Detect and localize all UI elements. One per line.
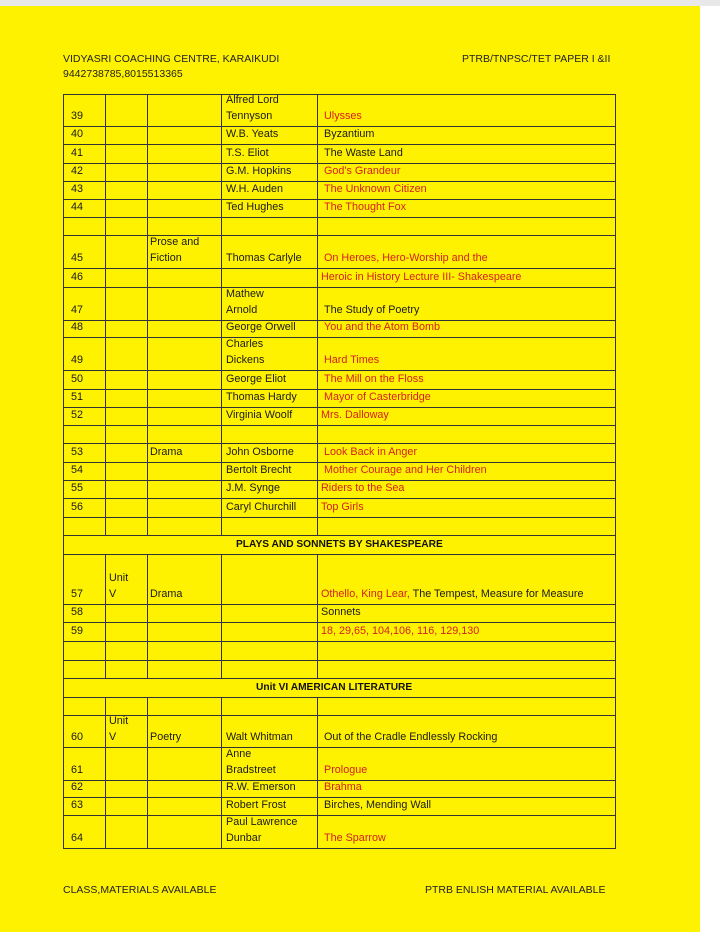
work-title-rest: The Tempest, Measure for Measure bbox=[409, 588, 584, 600]
row-number: 49 bbox=[71, 354, 84, 366]
unit-label: Unit bbox=[109, 572, 129, 584]
table-column-line bbox=[317, 697, 318, 848]
author-name: Virginia Woolf bbox=[226, 409, 293, 421]
table-column-line bbox=[221, 94, 222, 535]
table-row-line bbox=[63, 407, 616, 408]
row-number: 47 bbox=[71, 304, 84, 316]
category-label: Drama bbox=[150, 446, 183, 458]
author-name: Alfred Lord bbox=[226, 94, 279, 106]
author-name: W.B. Yeats bbox=[226, 128, 279, 140]
work-title: Mrs. Dalloway bbox=[321, 409, 389, 421]
table-row-line bbox=[63, 715, 616, 716]
table-row-line bbox=[63, 517, 616, 518]
author-name: Tennyson bbox=[226, 110, 273, 122]
table-row-line bbox=[63, 337, 616, 338]
work-title: 18, 29,65, 104,106, 116, 129,130 bbox=[321, 625, 480, 637]
section-banner-american: Unit VI AMERICAN LITERATURE bbox=[256, 682, 413, 693]
author-name: Ted Hughes bbox=[226, 201, 284, 213]
work-title: The Mill on the Floss bbox=[324, 373, 424, 385]
table-row-line bbox=[63, 604, 616, 605]
row-number: 61 bbox=[71, 764, 84, 776]
row-number: 59 bbox=[71, 625, 84, 637]
table-row-line bbox=[63, 498, 616, 499]
author-name: R.W. Emerson bbox=[226, 781, 296, 793]
author-name: Bradstreet bbox=[226, 764, 276, 776]
row-number: 64 bbox=[71, 832, 84, 844]
author-name: Caryl Churchill bbox=[226, 501, 297, 513]
author-name: J.M. Synge bbox=[226, 482, 281, 494]
work-title: Sonnets bbox=[321, 606, 361, 618]
author-name: Walt Whitman bbox=[226, 731, 293, 743]
table-row-line bbox=[63, 181, 616, 182]
row-number: 46 bbox=[71, 271, 84, 283]
row-number: 52 bbox=[71, 409, 84, 421]
work-title-highlight: Othello, King Lear, bbox=[321, 588, 410, 600]
author-name: Paul Lawrence bbox=[226, 816, 298, 828]
row-number: 43 bbox=[71, 183, 84, 195]
author-name: Dickens bbox=[226, 354, 265, 366]
work-title: Byzantium bbox=[324, 128, 375, 140]
row-number: 41 bbox=[71, 147, 84, 159]
work-title: Prologue bbox=[324, 764, 368, 776]
table-row-line bbox=[63, 199, 616, 200]
table-column-line bbox=[615, 94, 616, 535]
author-name: Robert Frost bbox=[226, 799, 286, 811]
table-row-line bbox=[63, 622, 616, 623]
table-row-line bbox=[63, 535, 616, 536]
table-row-line bbox=[63, 480, 616, 481]
table-column-line bbox=[615, 697, 616, 848]
work-title: Mayor of Casterbridge bbox=[324, 391, 431, 403]
work-title: Out of the Cradle Endlessly Rocking bbox=[324, 731, 498, 743]
header-institute: VIDYASRI COACHING CENTRE, KARAIKUDI bbox=[63, 53, 280, 65]
work-title: Heroic in History Lecture III- Shakespeare bbox=[321, 271, 522, 283]
row-number: 55 bbox=[71, 482, 84, 494]
author-name: T.S. Eliot bbox=[226, 147, 269, 159]
author-name: Charles bbox=[226, 338, 264, 350]
table-row-line bbox=[63, 848, 616, 849]
table-row-line bbox=[63, 287, 616, 288]
table-column-line bbox=[615, 678, 616, 697]
work-title: Brahma bbox=[324, 781, 362, 793]
header-exam: PTRB/TNPSC/TET PAPER I &II bbox=[462, 53, 611, 65]
unit-label: Unit bbox=[109, 715, 129, 727]
category-label: Poetry bbox=[150, 731, 182, 743]
row-number: 57 bbox=[71, 588, 84, 600]
literature-table bbox=[63, 0, 616, 932]
author-name: George Eliot bbox=[226, 373, 287, 385]
row-number: 50 bbox=[71, 373, 84, 385]
row-number: 45 bbox=[71, 252, 84, 264]
table-column-line bbox=[63, 535, 64, 554]
table-row-line bbox=[63, 94, 616, 95]
table-row-line bbox=[63, 660, 616, 661]
row-number: 63 bbox=[71, 799, 84, 811]
unit-label: V bbox=[109, 588, 117, 600]
author-name: Thomas Carlyle bbox=[226, 252, 302, 264]
table-row-line bbox=[63, 747, 616, 748]
table-column-line bbox=[221, 697, 222, 848]
footer-left: CLASS,MATERIALS AVAILABLE bbox=[63, 884, 217, 896]
table-column-line bbox=[63, 678, 64, 697]
top-strip bbox=[0, 0, 720, 6]
row-number: 54 bbox=[71, 464, 84, 476]
table-row-line bbox=[63, 797, 616, 798]
category-label: Prose and bbox=[150, 236, 200, 248]
row-number: 53 bbox=[71, 446, 84, 458]
work-title: Riders to the Sea bbox=[321, 482, 405, 494]
row-number: 60 bbox=[71, 731, 84, 743]
work-title: The Unknown Citizen bbox=[324, 183, 427, 195]
table-row-line bbox=[63, 370, 616, 371]
table-row-line bbox=[63, 144, 616, 145]
author-name: John Osborne bbox=[226, 446, 294, 458]
table-row-line bbox=[63, 163, 616, 164]
work-title: On Heroes, Hero-Worship and the bbox=[324, 252, 488, 264]
table-column-line bbox=[63, 94, 64, 535]
author-name: G.M. Hopkins bbox=[226, 165, 292, 177]
table-column-line bbox=[317, 94, 318, 535]
header-phone: 9442738785,8015513365 bbox=[63, 68, 183, 80]
work-title bbox=[321, 588, 583, 601]
work-title: Birches, Mending Wall bbox=[324, 799, 432, 811]
table-column-line bbox=[105, 94, 106, 535]
work-title: The Study of Poetry bbox=[324, 304, 420, 316]
table-row-line bbox=[63, 126, 616, 127]
table-row-line bbox=[63, 815, 616, 816]
row-number: 39 bbox=[71, 110, 84, 122]
table-row-line bbox=[63, 425, 616, 426]
row-number: 44 bbox=[71, 201, 84, 213]
table-row-line bbox=[63, 462, 616, 463]
work-title: Top Girls bbox=[321, 501, 364, 513]
author-name: Thomas Hardy bbox=[226, 391, 297, 403]
author-name: W.H. Auden bbox=[226, 183, 284, 195]
table-row-line bbox=[63, 678, 616, 679]
author-name: Dunbar bbox=[226, 832, 262, 844]
row-number: 48 bbox=[71, 321, 84, 333]
author-name: George Orwell bbox=[226, 321, 296, 333]
table-column-line bbox=[105, 697, 106, 848]
table-row-line bbox=[63, 554, 616, 555]
work-title: Look Back in Anger bbox=[324, 446, 418, 458]
unit-label: V bbox=[109, 731, 117, 743]
row-number: 42 bbox=[71, 165, 84, 177]
work-title: Ulysses bbox=[324, 110, 362, 122]
row-number: 58 bbox=[71, 606, 84, 618]
table-row-line bbox=[63, 268, 616, 269]
table-row-line bbox=[63, 235, 616, 236]
table-row-line bbox=[63, 389, 616, 390]
table-row-line bbox=[63, 443, 616, 444]
author-name: Arnold bbox=[226, 304, 258, 316]
work-title: The Sparrow bbox=[324, 832, 386, 844]
row-number: 56 bbox=[71, 501, 84, 513]
table-column-line bbox=[147, 94, 148, 535]
row-number: 40 bbox=[71, 128, 84, 140]
category-label: Fiction bbox=[150, 252, 182, 264]
work-title: Hard Times bbox=[324, 354, 380, 366]
table-column-line bbox=[147, 697, 148, 848]
work-title: The Waste Land bbox=[324, 147, 403, 159]
work-title: The Thought Fox bbox=[324, 201, 407, 213]
table-column-line bbox=[63, 697, 64, 848]
author-name: Anne bbox=[226, 748, 252, 760]
table-row-line bbox=[63, 641, 616, 642]
author-name: Mathew bbox=[226, 288, 264, 300]
section-banner-shakespeare: PLAYS AND SONNETS BY SHAKESPEARE bbox=[236, 539, 443, 550]
row-number: 62 bbox=[71, 781, 84, 793]
table-row-line bbox=[63, 217, 616, 218]
work-title: You and the Atom Bomb bbox=[324, 321, 441, 333]
table-row-line bbox=[63, 697, 616, 698]
work-title: Mother Courage and Her Children bbox=[324, 464, 487, 476]
author-name: Bertolt Brecht bbox=[226, 464, 292, 476]
footer-right: PTRB ENLISH MATERIAL AVAILABLE bbox=[425, 884, 606, 896]
row-number: 51 bbox=[71, 391, 84, 403]
table-column-line bbox=[615, 535, 616, 554]
work-title: God's Grandeur bbox=[324, 165, 401, 177]
category-label: Drama bbox=[150, 588, 183, 600]
